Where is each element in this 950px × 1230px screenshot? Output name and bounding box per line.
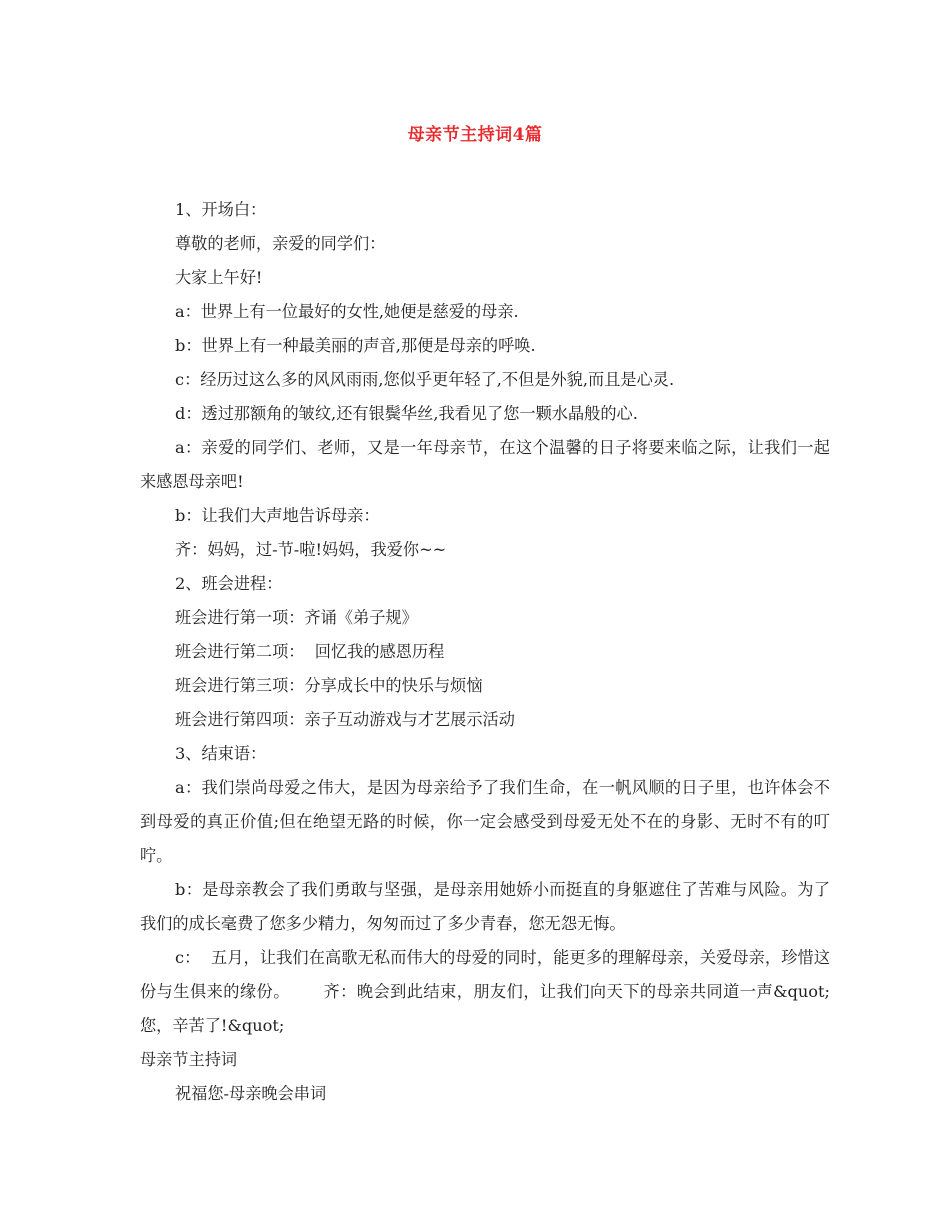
paragraph-d-line-1: d：透过那额角的皱纹,还有银鬓华丝,我看见了您一颗水晶般的心. [175, 404, 638, 423]
paragraph-a-line-2: a：亲爱的同学们、老师，又是一年母亲节，在这个温馨的日子将要来临之际，让我们一起来感恩母亲吧! [140, 438, 830, 491]
subheading-blessing: 祝福您-母亲晚会串词 [175, 1084, 327, 1103]
paragraph-together-line-1: 齐：妈妈，过-节-啦!妈妈，我爱你~~ [175, 540, 447, 559]
paragraph-b-line-1: b：世界上有一种最美丽的声音,那便是母亲的呼唤. [175, 336, 536, 355]
paragraph-closing-b: b：是母亲教会了我们勇敢与坚强，是母亲用她娇小而挺直的身躯遮住了苦难与风险。为了我们的成长毫费了您多少精力，匆匆而过了多少青春，您无怨无悔。 [140, 880, 830, 933]
subheading-host-words: 母亲节主持词 [140, 1050, 238, 1069]
document-body [140, 193, 830, 1111]
document-title: 母亲节主持词4篇 [407, 125, 543, 145]
agenda-item-3: 班会进行第三项：分享成长中的快乐与烦恼 [175, 676, 483, 695]
paragraph-greeting: 尊敬的老师，亲爱的同学们： [175, 234, 386, 253]
paragraph-b-line-2: b：让我们大声地告诉母亲： [175, 506, 380, 525]
agenda-item-4: 班会进行第四项：亲子互动游戏与才艺展示活动 [175, 710, 515, 729]
paragraph-closing-a: a：我们崇尚母爱之伟大，是因为母亲给予了我们生命，在一帆风顺的日子里，也许体会不到母爱的真正价值;但在绝望无路的时候，你一定会感受到母爱无处不在的身影、无时不有的叮咛。 [140, 778, 830, 865]
paragraph-c-line-1: c：经历过这么多的风风雨雨,您似乎更年轻了,不但是外貌,而且是心灵. [175, 370, 675, 389]
paragraph-closing-c: c： 五月，让我们在高歌无私而伟大的母爱的同时，能更多的理解母亲，关爱母亲，珍惜这份与生俱来的缘份。 齐：晚会到此结束，朋友们，让我们向天下的母亲共同道一声&quot;您，辛苦了!&quot; [140, 948, 830, 1035]
section-heading-closing: 3、结束语： [175, 744, 267, 763]
paragraph-a-line-1: a：世界上有一位最好的女性,她便是慈爱的母亲. [175, 302, 519, 321]
paragraph-good-morning: 大家上午好! [175, 268, 263, 287]
agenda-item-2: 班会进行第二项： 回忆我的感恩历程 [175, 642, 445, 661]
section-heading-opening: 1、开场白： [175, 200, 267, 219]
agenda-item-1: 班会进行第一项：齐诵《弟子规》 [175, 608, 418, 627]
section-heading-progress: 2、班会进程： [175, 574, 283, 593]
